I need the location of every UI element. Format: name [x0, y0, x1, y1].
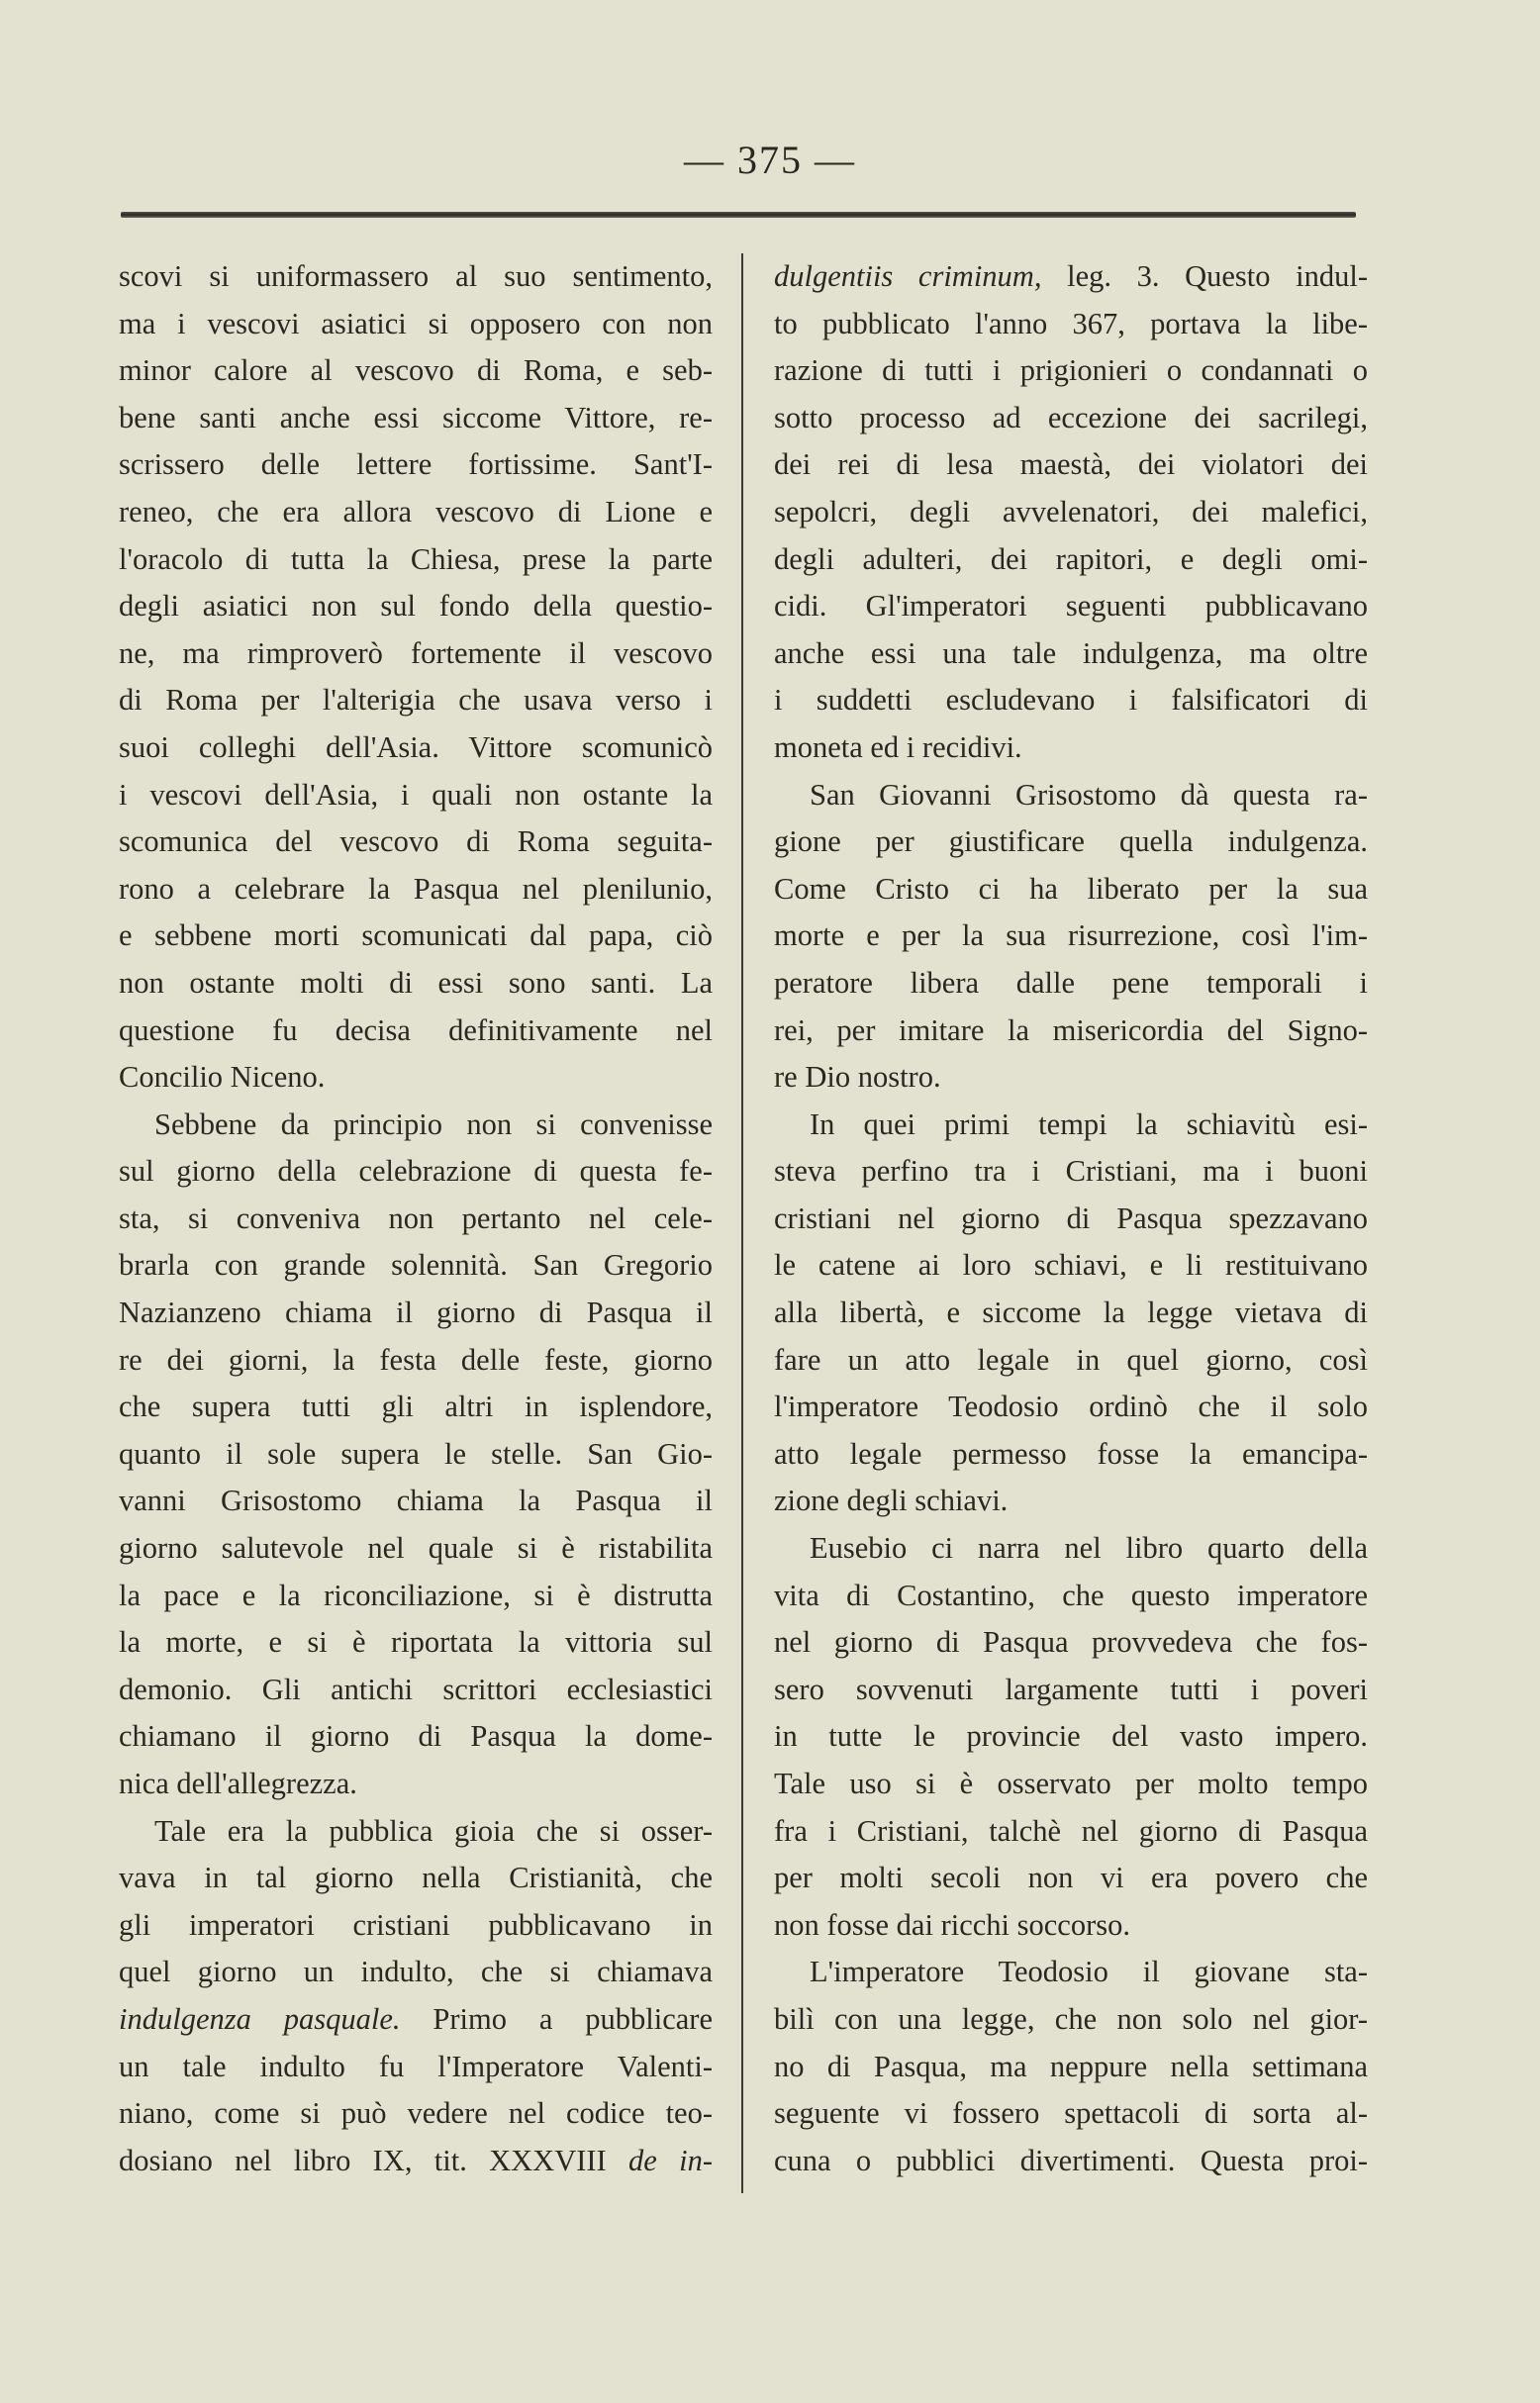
text-line: rei, per imitare la misericordia del Signo- — [774, 1012, 1368, 1047]
text-line: seguente vi fossero spettacoli di sorta al- — [774, 2096, 1368, 2131]
text-line: moneta ed i recidivi. — [774, 729, 1022, 764]
paragraph-1-lines — [774, 301, 1368, 772]
text-line: per molti secoli non vi era povero che — [774, 1861, 1368, 1895]
text-line: rono a celebrare la Pasqua nel plenilunio, — [119, 871, 713, 906]
text-line: minor calore al vescovo di Roma, e seb- — [119, 353, 713, 388]
text-line: sul giorno della celebrazione di questa fe- — [119, 1154, 713, 1189]
text-line: alla libertà, e siccome la legge vietava di — [774, 1296, 1368, 1330]
text-line: cidi. Gl'imperatori seguenti pubblicavano — [774, 589, 1368, 624]
text-line: chiamano il giorno di Pasqua la dome- — [119, 1719, 713, 1754]
text-line: anche essi una tale indulgenza, ma oltre — [774, 635, 1368, 670]
text-line: reneo, che era allora vescovo di Lione e — [119, 494, 713, 529]
text-line: l'imperatore Teodosio ordinò che il solo — [774, 1390, 1368, 1424]
text-line: Tale uso si è osservato per molto tempo — [774, 1767, 1368, 1800]
text-line: San Giovanni Grisostomo dà questa ra- — [810, 777, 1368, 812]
text-line: dei rei di lesa maestà, dei violatori dei — [774, 447, 1368, 482]
text-line: Nazianzeno chiama il giorno di Pasqua il — [119, 1296, 713, 1330]
paragraph-3 — [119, 1808, 713, 2185]
text-line: degli adulteri, dei rapitori, e degli omi- — [774, 541, 1368, 576]
text-line: Tale era la pubblica gioia che si osser- — [154, 1813, 713, 1848]
text-line — [774, 253, 1368, 301]
text-line: brarla con grande solennità. San Gregorio — [119, 1248, 713, 1283]
text-line: le catene ai loro schiavi, e li restituivano — [774, 1248, 1368, 1283]
text-line: fare un atto legale in quel giorno, così — [774, 1342, 1368, 1377]
italic-term: indulgenza pasquale. — [119, 2001, 401, 2036]
text-line: in tutte le provincie del vasto impero. — [774, 1719, 1368, 1754]
column-divider — [741, 253, 743, 2193]
text-line: suoi colleghi dell'Asia. Vittore scomunicò — [119, 729, 713, 764]
text-line: gione per giustificare quella indulgenza. — [774, 824, 1368, 859]
text-line: cristiani nel giorno di Pasqua spezzavano — [774, 1201, 1368, 1235]
text-line: razione di tutti i prigionieri o condannati o — [774, 353, 1368, 388]
paragraph-5 — [774, 1949, 1368, 2184]
text-line: peratore libera dalle pene temporali i — [774, 965, 1368, 1000]
text-run: leg. 3. Questo indul- — [1041, 259, 1368, 293]
text-line: zione degli schiavi. — [774, 1484, 1009, 1518]
text-line: steva perfino tra i Cristiani, ma i buoni — [774, 1154, 1368, 1189]
text-line: nica dell'allegrezza. — [119, 1767, 357, 1800]
text-line — [119, 1996, 713, 2044]
text-line: questione fu decisa definitivamente nel — [119, 1012, 713, 1047]
text-line: no di Pasqua, ma neppure nella settimana — [774, 2049, 1368, 2083]
text-line: non ostante molti di essi sono santi. La — [119, 965, 713, 1000]
text-line: e sebbene morti scomunicati dal papa, ciò — [119, 918, 713, 953]
paragraph-2 — [119, 1102, 713, 1808]
right-column — [774, 253, 1368, 2184]
text-line: atto legale permesso fosse la emancipa- — [774, 1436, 1368, 1471]
text-line: giorno salutevole nel quale si è ristabilita — [119, 1531, 713, 1566]
text-line: la morte, e si è riportata la vittoria sul — [119, 1625, 713, 1660]
paragraph-1 — [774, 253, 1368, 772]
paragraph-2 — [774, 772, 1368, 1102]
text-line: ma i vescovi asiatici si opposero con non — [119, 306, 713, 340]
text-line: bilì con una legge, che non solo nel gior- — [774, 2001, 1368, 2036]
text-line: scrissero delle lettere fortissime. Sant'I- — [119, 447, 713, 482]
text-line: In quei primi tempi la schiavitù esi- — [810, 1106, 1368, 1141]
italic-term: de in- — [628, 2143, 713, 2177]
page-number: — 375 — — [684, 138, 856, 182]
text-run: Primo a pubblicare — [400, 2001, 713, 2036]
text-line: bene santi anche essi siccome Vittore, re- — [119, 400, 713, 434]
text-run: dosiano nel libro IX, tit. XXXVIII — [119, 2143, 629, 2177]
text-line: scovi si uniformassero al suo sentimento, — [119, 259, 713, 293]
text-line: to pubblicato l'anno 367, portava la libe- — [774, 306, 1368, 340]
text-line: un tale indulto fu l'Imperatore Valenti- — [119, 2049, 713, 2083]
paragraph-3 — [774, 1102, 1368, 1525]
text-line: re dei giorni, la festa delle feste, giorno — [119, 1342, 713, 1377]
left-column — [119, 253, 713, 2184]
text-line: sotto processo ad eccezione dei sacrilegi, — [774, 400, 1368, 434]
text-line: sta, si conveniva non pertanto nel cele- — [119, 1201, 713, 1235]
text-line: ne, ma rimproverò fortemente il vescovo — [119, 635, 713, 670]
text-line: Eusebio ci narra nel libro quarto della — [810, 1531, 1368, 1566]
text-line: i vescovi dell'Asia, i quali non ostante la — [119, 777, 713, 812]
text-line: morte e per la sua risurrezione, così l'im- — [774, 918, 1368, 953]
paragraph-4 — [774, 1525, 1368, 1949]
text-line: Concilio Niceno. — [119, 1060, 326, 1095]
text-line: vanni Grisostomo chiama la Pasqua il — [119, 1484, 713, 1518]
text-line: Come Cristo ci ha liberato per la sua — [774, 871, 1368, 906]
text-line: demonio. Gli antichi scrittori ecclesiastici — [119, 1672, 713, 1706]
paragraph-1 — [119, 253, 713, 1102]
text-line: quel giorno un indulto, che si chiamava — [119, 1955, 713, 1989]
text-line: gli imperatori cristiani pubblicavano in — [119, 1907, 713, 1942]
text-line: degli asiatici non sul fondo della questio- — [119, 589, 713, 624]
italic-term: dulgentiis criminum, — [774, 259, 1042, 293]
text-line: non fosse dai ricchi soccorso. — [774, 1907, 1130, 1942]
text-line: quanto il sole supera le stelle. San Gio- — [119, 1436, 713, 1471]
text-line: la pace e la riconciliazione, si è distrutta — [119, 1578, 713, 1612]
text-line: L'imperatore Teodosio il giovane sta- — [810, 1955, 1368, 1989]
text-line: nel giorno di Pasqua provvedeva che fos- — [774, 1625, 1368, 1660]
text-line: i suddetti escludevano i falsificatori di — [774, 683, 1368, 718]
text-line — [119, 2138, 713, 2185]
text-line: Sebbene da principio non si convenisse — [154, 1106, 713, 1141]
header-rule — [121, 212, 1356, 218]
text-line: sero sovvenuti largamente tutti i poveri — [774, 1672, 1368, 1706]
text-line: vava in tal giorno nella Cristianità, che — [119, 1861, 713, 1895]
text-line: cuna o pubblici divertimenti. Questa proi- — [774, 2143, 1368, 2177]
text-line: sepolcri, degli avvelenatori, dei malefici, — [774, 494, 1368, 529]
text-line: vita di Costantino, che questo imperatore — [774, 1578, 1368, 1612]
text-line: che supera tutti gli altri in isplendore, — [119, 1390, 713, 1424]
text-line: scomunica del vescovo di Roma seguita- — [119, 824, 713, 859]
text-line: re Dio nostro. — [774, 1060, 941, 1095]
text-line: fra i Cristiani, talchè nel giorno di Pasqua — [774, 1813, 1368, 1848]
text-line: di Roma per l'alterigia che usava verso i — [119, 683, 713, 718]
text-line: niano, come si può vedere nel codice teo- — [119, 2096, 713, 2131]
text-line: l'oracolo di tutta la Chiesa, prese la parte — [119, 541, 713, 576]
